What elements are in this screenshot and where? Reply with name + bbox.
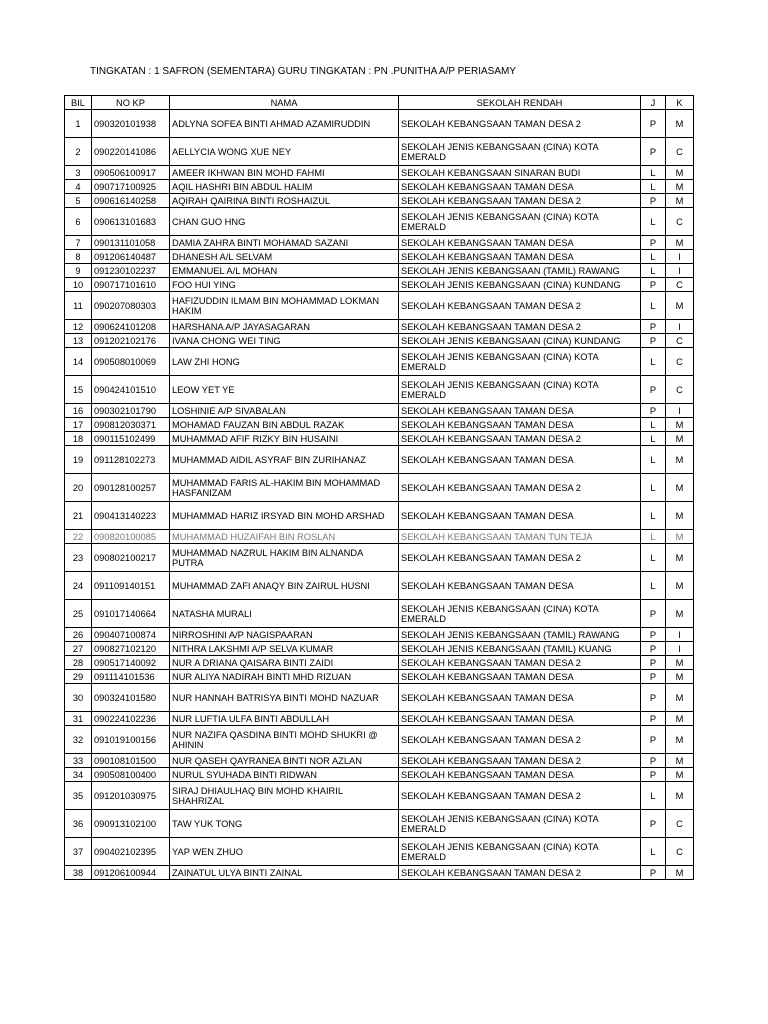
cell-sekolah-rendah: SEKOLAH KEBANGSAAN TAMAN DESA 2 <box>399 866 641 880</box>
cell-sekolah-rendah: SEKOLAH KEBANGSAAN TAMAN DESA <box>399 404 641 418</box>
cell-kaum: M <box>666 110 694 138</box>
cell-bil: 16 <box>65 404 92 418</box>
cell-kaum: M <box>666 656 694 670</box>
cell-jantina: L <box>641 418 666 432</box>
cell-sekolah-rendah: SEKOLAH KEBANGSAAN TAMAN DESA <box>399 670 641 684</box>
cell-no-kp: 091128102273 <box>92 446 170 474</box>
cell-jantina: P <box>641 194 666 208</box>
cell-nama: NUR A DRIANA QAISARA BINTI ZAIDI <box>170 656 399 670</box>
cell-bil: 11 <box>65 292 92 320</box>
cell-no-kp: 090506100917 <box>92 166 170 180</box>
table-row <box>65 572 694 600</box>
table-row <box>65 684 694 712</box>
cell-jantina: P <box>641 110 666 138</box>
cell-sekolah-rendah: SEKOLAH KEBANGSAAN TAMAN DESA 2 <box>399 544 641 572</box>
cell-bil: 8 <box>65 250 92 264</box>
cell-kaum: M <box>666 754 694 768</box>
cell-kaum: C <box>666 838 694 866</box>
cell-nama: NITHRA LAKSHMI A/P SELVA KUMAR <box>170 642 399 656</box>
cell-sekolah-rendah: SEKOLAH KEBANGSAAN TAMAN DESA 2 <box>399 474 641 502</box>
table-header-row <box>65 96 694 110</box>
cell-jantina: L <box>641 502 666 530</box>
cell-jantina: P <box>641 810 666 838</box>
cell-kaum: M <box>666 712 694 726</box>
cell-jantina: P <box>641 334 666 348</box>
cell-bil: 17 <box>65 418 92 432</box>
table-row <box>65 656 694 670</box>
cell-nama: HARSHANA A/P JAYASAGARAN <box>170 320 399 334</box>
cell-no-kp: 090616140258 <box>92 194 170 208</box>
cell-kaum: C <box>666 348 694 376</box>
cell-no-kp: 090324101580 <box>92 684 170 712</box>
cell-kaum: M <box>666 502 694 530</box>
cell-kaum: M <box>666 474 694 502</box>
cell-jantina: L <box>641 250 666 264</box>
cell-bil: 21 <box>65 502 92 530</box>
cell-nama: MUHAMMAD AIDIL ASYRAF BIN ZURIHANAZ <box>170 446 399 474</box>
cell-kaum: I <box>666 264 694 278</box>
cell-jantina: P <box>641 236 666 250</box>
cell-sekolah-rendah: SEKOLAH KEBANGSAAN TAMAN DESA <box>399 712 641 726</box>
cell-kaum: C <box>666 376 694 404</box>
cell-jantina: P <box>641 404 666 418</box>
cell-kaum: M <box>666 600 694 628</box>
cell-sekolah-rendah: SEKOLAH KEBANGSAAN TAMAN DESA <box>399 418 641 432</box>
cell-nama: CHAN GUO HNG <box>170 208 399 236</box>
cell-kaum: C <box>666 334 694 348</box>
cell-kaum: M <box>666 726 694 754</box>
table-row <box>65 474 694 502</box>
cell-no-kp: 090508010069 <box>92 348 170 376</box>
cell-no-kp: 091230102237 <box>92 264 170 278</box>
cell-jantina: L <box>641 264 666 278</box>
table-row <box>65 278 694 292</box>
cell-kaum: M <box>666 670 694 684</box>
cell-jantina: P <box>641 866 666 880</box>
cell-jantina: L <box>641 292 666 320</box>
cell-sekolah-rendah: SEKOLAH KEBANGSAAN TAMAN DESA 2 <box>399 726 641 754</box>
table-row <box>65 712 694 726</box>
cell-bil: 31 <box>65 712 92 726</box>
cell-kaum: I <box>666 628 694 642</box>
cell-nama: MUHAMMAD HARIZ IRSYAD BIN MOHD ARSHAD <box>170 502 399 530</box>
cell-no-kp: 090220141086 <box>92 138 170 166</box>
col-header-k: K <box>666 96 694 110</box>
cell-no-kp: 091017140664 <box>92 600 170 628</box>
cell-nama: IVANA CHONG WEI TING <box>170 334 399 348</box>
cell-sekolah-rendah: SEKOLAH KEBANGSAAN TAMAN DESA <box>399 768 641 782</box>
cell-jantina: P <box>641 138 666 166</box>
cell-sekolah-rendah: SEKOLAH JENIS KEBANGSAAN (TAMIL) KUANG <box>399 642 641 656</box>
table-row <box>65 768 694 782</box>
cell-sekolah-rendah: SEKOLAH KEBANGSAAN TAMAN DESA 2 <box>399 320 641 334</box>
cell-jantina: P <box>641 320 666 334</box>
cell-nama: MUHAMMAD HUZAIFAH BIN ROSLAN <box>170 530 399 544</box>
cell-nama: AMEER IKHWAN BIN MOHD FAHMI <box>170 166 399 180</box>
cell-sekolah-rendah: SEKOLAH KEBANGSAAN TAMAN TUN TEJA <box>399 530 641 544</box>
cell-nama: MOHAMAD FAUZAN BIN ABDUL RAZAK <box>170 418 399 432</box>
cell-sekolah-rendah: SEKOLAH KEBANGSAAN TAMAN DESA <box>399 572 641 600</box>
cell-jantina: L <box>641 782 666 810</box>
cell-bil: 13 <box>65 334 92 348</box>
cell-bil: 5 <box>65 194 92 208</box>
cell-bil: 6 <box>65 208 92 236</box>
cell-bil: 34 <box>65 768 92 782</box>
table-row <box>65 166 694 180</box>
cell-kaum: M <box>666 180 694 194</box>
col-header-nama: NAMA <box>170 96 399 110</box>
cell-bil: 26 <box>65 628 92 642</box>
table-row <box>65 642 694 656</box>
cell-sekolah-rendah: SEKOLAH KEBANGSAAN TAMAN DESA 2 <box>399 656 641 670</box>
cell-kaum: M <box>666 544 694 572</box>
cell-jantina: P <box>641 768 666 782</box>
cell-no-kp: 090224102236 <box>92 712 170 726</box>
table-row <box>65 726 694 754</box>
cell-sekolah-rendah: SEKOLAH KEBANGSAAN TAMAN DESA <box>399 502 641 530</box>
table-row <box>65 670 694 684</box>
cell-kaum: C <box>666 208 694 236</box>
table-row <box>65 544 694 572</box>
cell-no-kp: 090802100217 <box>92 544 170 572</box>
cell-bil: 30 <box>65 684 92 712</box>
table-row <box>65 418 694 432</box>
table-row <box>65 502 694 530</box>
cell-sekolah-rendah: SEKOLAH JENIS KEBANGSAAN (CINA) KOTA EMERALD <box>399 810 641 838</box>
table-row <box>65 208 694 236</box>
table-row <box>65 110 694 138</box>
cell-no-kp: 090128100257 <box>92 474 170 502</box>
cell-bil: 19 <box>65 446 92 474</box>
student-table <box>64 95 694 880</box>
cell-nama: HAFIZUDDIN ILMAM BIN MOHAMMAD LOKMAN HAKIM <box>170 292 399 320</box>
cell-bil: 33 <box>65 754 92 768</box>
cell-jantina: L <box>641 180 666 194</box>
cell-no-kp: 090320101938 <box>92 110 170 138</box>
cell-kaum: M <box>666 446 694 474</box>
cell-nama: DHANESH A/L SELVAM <box>170 250 399 264</box>
cell-bil: 24 <box>65 572 92 600</box>
table-row <box>65 446 694 474</box>
cell-sekolah-rendah: SEKOLAH KEBANGSAAN TAMAN DESA <box>399 250 641 264</box>
cell-no-kp: 090407100874 <box>92 628 170 642</box>
cell-jantina: P <box>641 642 666 656</box>
table-body <box>65 110 694 880</box>
cell-sekolah-rendah: SEKOLAH JENIS KEBANGSAAN (CINA) KUNDANG <box>399 334 641 348</box>
cell-jantina: L <box>641 166 666 180</box>
cell-sekolah-rendah: SEKOLAH KEBANGSAAN TAMAN DESA <box>399 684 641 712</box>
cell-no-kp: 091202102176 <box>92 334 170 348</box>
cell-sekolah-rendah: SEKOLAH KEBANGSAAN TAMAN DESA 2 <box>399 754 641 768</box>
cell-nama: MUHAMMAD ZAFI ANAQY BIN ZAIRUL HUSNI <box>170 572 399 600</box>
col-header-j: J <box>641 96 666 110</box>
table-row <box>65 810 694 838</box>
table-row <box>65 250 694 264</box>
cell-no-kp: 090413140223 <box>92 502 170 530</box>
table-row <box>65 194 694 208</box>
cell-kaum: I <box>666 250 694 264</box>
cell-bil: 37 <box>65 838 92 866</box>
cell-jantina: P <box>641 670 666 684</box>
table-row <box>65 264 694 278</box>
table-row <box>65 292 694 320</box>
cell-bil: 4 <box>65 180 92 194</box>
table-row <box>65 180 694 194</box>
cell-nama: NUR ALIYA NADIRAH BINTI MHD RIZUAN <box>170 670 399 684</box>
cell-no-kp: 090108101500 <box>92 754 170 768</box>
cell-no-kp: 090913102100 <box>92 810 170 838</box>
cell-no-kp: 090115102499 <box>92 432 170 446</box>
cell-nama: LOSHINIE A/P SIVABALAN <box>170 404 399 418</box>
cell-nama: NATASHA MURALI <box>170 600 399 628</box>
cell-no-kp: 090827102120 <box>92 642 170 656</box>
cell-kaum: I <box>666 642 694 656</box>
cell-nama: NUR QASEH QAYRANEA BINTI NOR AZLAN <box>170 754 399 768</box>
table-row <box>65 320 694 334</box>
cell-sekolah-rendah: SEKOLAH KEBANGSAAN TAMAN DESA <box>399 180 641 194</box>
cell-kaum: M <box>666 166 694 180</box>
cell-kaum: M <box>666 418 694 432</box>
cell-no-kp: 091114101536 <box>92 670 170 684</box>
cell-jantina: L <box>641 838 666 866</box>
cell-sekolah-rendah: SEKOLAH JENIS KEBANGSAAN (CINA) KOTA EMERALD <box>399 208 641 236</box>
cell-bil: 22 <box>65 530 92 544</box>
cell-jantina: L <box>641 544 666 572</box>
cell-kaum: I <box>666 320 694 334</box>
cell-sekolah-rendah: SEKOLAH KEBANGSAAN SINARAN BUDI <box>399 166 641 180</box>
cell-kaum: M <box>666 432 694 446</box>
cell-jantina: P <box>641 278 666 292</box>
cell-nama: NUR LUFTIA ULFA BINTI ABDULLAH <box>170 712 399 726</box>
cell-nama: NUR NAZIFA QASDINA BINTI MOHD SHUKRI @ AHININ <box>170 726 399 754</box>
cell-jantina: L <box>641 208 666 236</box>
table-row <box>65 348 694 376</box>
table-row <box>65 754 694 768</box>
cell-sekolah-rendah: SEKOLAH JENIS KEBANGSAAN (CINA) KOTA EMERALD <box>399 838 641 866</box>
cell-jantina: L <box>641 474 666 502</box>
cell-no-kp: 090717101610 <box>92 278 170 292</box>
cell-no-kp: 090402102395 <box>92 838 170 866</box>
cell-nama: MUHAMMAD FARIS AL-HAKIM BIN MOHAMMAD HASFANIZAM <box>170 474 399 502</box>
cell-nama: SIRAJ DHIAULHAQ BIN MOHD KHAIRIL SHAHRIZAL <box>170 782 399 810</box>
table-row <box>65 530 694 544</box>
cell-kaum: M <box>666 530 694 544</box>
table-row <box>65 838 694 866</box>
cell-jantina: P <box>641 712 666 726</box>
cell-nama: DAMIA ZAHRA BINTI MOHAMAD SAZANI <box>170 236 399 250</box>
cell-kaum: M <box>666 194 694 208</box>
cell-sekolah-rendah: SEKOLAH JENIS KEBANGSAAN (TAMIL) RAWANG <box>399 628 641 642</box>
cell-nama: LEOW YET YE <box>170 376 399 404</box>
cell-kaum: M <box>666 866 694 880</box>
cell-sekolah-rendah: SEKOLAH KEBANGSAAN TAMAN DESA <box>399 236 641 250</box>
cell-no-kp: 090131101058 <box>92 236 170 250</box>
cell-no-kp: 091206100944 <box>92 866 170 880</box>
cell-nama: AQIRAH QAIRINA BINTI ROSHAIZUL <box>170 194 399 208</box>
cell-sekolah-rendah: SEKOLAH KEBANGSAAN TAMAN DESA 2 <box>399 432 641 446</box>
cell-jantina: P <box>641 754 666 768</box>
cell-kaum: M <box>666 572 694 600</box>
table-row <box>65 334 694 348</box>
class-header: TINGKATAN : 1 SAFRON (SEMENTARA) GURU TINGKATAN : PN .PUNITHA A/P PERIASAMY <box>90 66 516 77</box>
cell-sekolah-rendah: SEKOLAH JENIS KEBANGSAAN (CINA) KOTA EMERALD <box>399 138 641 166</box>
col-header-sekolah-rendah: SEKOLAH RENDAH <box>399 96 641 110</box>
cell-no-kp: 090517140092 <box>92 656 170 670</box>
cell-sekolah-rendah: SEKOLAH JENIS KEBANGSAAN (CINA) KOTA EMERALD <box>399 376 641 404</box>
cell-nama: EMMANUEL A/L MOHAN <box>170 264 399 278</box>
cell-no-kp: 090424101510 <box>92 376 170 404</box>
cell-bil: 36 <box>65 810 92 838</box>
cell-nama: ZAINATUL ULYA BINTI ZAINAL <box>170 866 399 880</box>
cell-bil: 38 <box>65 866 92 880</box>
cell-no-kp: 091206140487 <box>92 250 170 264</box>
cell-bil: 7 <box>65 236 92 250</box>
cell-no-kp: 090717100925 <box>92 180 170 194</box>
table-row <box>65 376 694 404</box>
cell-jantina: P <box>641 656 666 670</box>
cell-bil: 2 <box>65 138 92 166</box>
cell-bil: 1 <box>65 110 92 138</box>
cell-bil: 10 <box>65 278 92 292</box>
cell-sekolah-rendah: SEKOLAH JENIS KEBANGSAAN (CINA) KOTA EMERALD <box>399 348 641 376</box>
table-row <box>65 404 694 418</box>
table-row <box>65 138 694 166</box>
cell-bil: 3 <box>65 166 92 180</box>
cell-nama: FOO HUI YING <box>170 278 399 292</box>
cell-sekolah-rendah: SEKOLAH KEBANGSAAN TAMAN DESA 2 <box>399 782 641 810</box>
cell-nama: NUR HANNAH BATRISYA BINTI MOHD NAZUAR <box>170 684 399 712</box>
cell-bil: 9 <box>65 264 92 278</box>
cell-no-kp: 091019100156 <box>92 726 170 754</box>
cell-sekolah-rendah: SEKOLAH KEBANGSAAN TAMAN DESA 2 <box>399 292 641 320</box>
cell-nama: TAW YUK TONG <box>170 810 399 838</box>
cell-jantina: P <box>641 684 666 712</box>
cell-jantina: L <box>641 446 666 474</box>
cell-jantina: L <box>641 572 666 600</box>
cell-jantina: L <box>641 348 666 376</box>
col-header-bil: BIL <box>65 96 92 110</box>
table-row <box>65 628 694 642</box>
cell-bil: 28 <box>65 656 92 670</box>
cell-sekolah-rendah: SEKOLAH KEBANGSAAN TAMAN DESA 2 <box>399 110 641 138</box>
table-row <box>65 600 694 628</box>
cell-bil: 14 <box>65 348 92 376</box>
table-row <box>65 236 694 250</box>
cell-bil: 29 <box>65 670 92 684</box>
cell-nama: AQIL HASHRI BIN ABDUL HALIM <box>170 180 399 194</box>
cell-no-kp: 090302101790 <box>92 404 170 418</box>
cell-nama: MUHAMMAD NAZRUL HAKIM BIN ALNANDA PUTRA <box>170 544 399 572</box>
cell-kaum: M <box>666 292 694 320</box>
cell-no-kp: 090508100400 <box>92 768 170 782</box>
cell-bil: 25 <box>65 600 92 628</box>
cell-sekolah-rendah: SEKOLAH JENIS KEBANGSAAN (TAMIL) RAWANG <box>399 264 641 278</box>
cell-nama: ADLYNA SOFEA BINTI AHMAD AZAMIRUDDIN <box>170 110 399 138</box>
cell-kaum: M <box>666 684 694 712</box>
cell-no-kp: 090812030371 <box>92 418 170 432</box>
cell-jantina: P <box>641 628 666 642</box>
cell-sekolah-rendah: SEKOLAH JENIS KEBANGSAAN (CINA) KUNDANG <box>399 278 641 292</box>
cell-jantina: L <box>641 432 666 446</box>
cell-no-kp: 090207080303 <box>92 292 170 320</box>
cell-bil: 18 <box>65 432 92 446</box>
cell-bil: 32 <box>65 726 92 754</box>
cell-bil: 35 <box>65 782 92 810</box>
col-header-no-kp: NO KP <box>92 96 170 110</box>
cell-bil: 23 <box>65 544 92 572</box>
cell-jantina: P <box>641 600 666 628</box>
cell-nama: YAP WEN ZHUO <box>170 838 399 866</box>
cell-nama: AELLYCIA WONG XUE NEY <box>170 138 399 166</box>
cell-kaum: C <box>666 810 694 838</box>
cell-kaum: C <box>666 278 694 292</box>
cell-kaum: M <box>666 768 694 782</box>
cell-nama: NURUL SYUHADA BINTI RIDWAN <box>170 768 399 782</box>
cell-sekolah-rendah: SEKOLAH KEBANGSAAN TAMAN DESA <box>399 446 641 474</box>
cell-no-kp: 091109140151 <box>92 572 170 600</box>
cell-bil: 15 <box>65 376 92 404</box>
cell-no-kp: 090613101683 <box>92 208 170 236</box>
cell-bil: 27 <box>65 642 92 656</box>
cell-sekolah-rendah: SEKOLAH KEBANGSAAN TAMAN DESA 2 <box>399 194 641 208</box>
cell-no-kp: 091201030975 <box>92 782 170 810</box>
cell-nama: NIRROSHINI A/P NAGISPAARAN <box>170 628 399 642</box>
cell-kaum: M <box>666 236 694 250</box>
cell-bil: 20 <box>65 474 92 502</box>
cell-kaum: I <box>666 404 694 418</box>
cell-sekolah-rendah: SEKOLAH JENIS KEBANGSAAN (CINA) KOTA EMERALD <box>399 600 641 628</box>
cell-jantina: L <box>641 530 666 544</box>
cell-nama: LAW ZHI HONG <box>170 348 399 376</box>
cell-jantina: P <box>641 726 666 754</box>
cell-bil: 12 <box>65 320 92 334</box>
cell-no-kp: 090820100085 <box>92 530 170 544</box>
table-row <box>65 866 694 880</box>
table-row <box>65 782 694 810</box>
cell-nama: MUHAMMAD AFIF RIZKY BIN HUSAINI <box>170 432 399 446</box>
cell-jantina: P <box>641 376 666 404</box>
cell-no-kp: 090624101208 <box>92 320 170 334</box>
cell-kaum: M <box>666 782 694 810</box>
table-row <box>65 432 694 446</box>
cell-kaum: C <box>666 138 694 166</box>
